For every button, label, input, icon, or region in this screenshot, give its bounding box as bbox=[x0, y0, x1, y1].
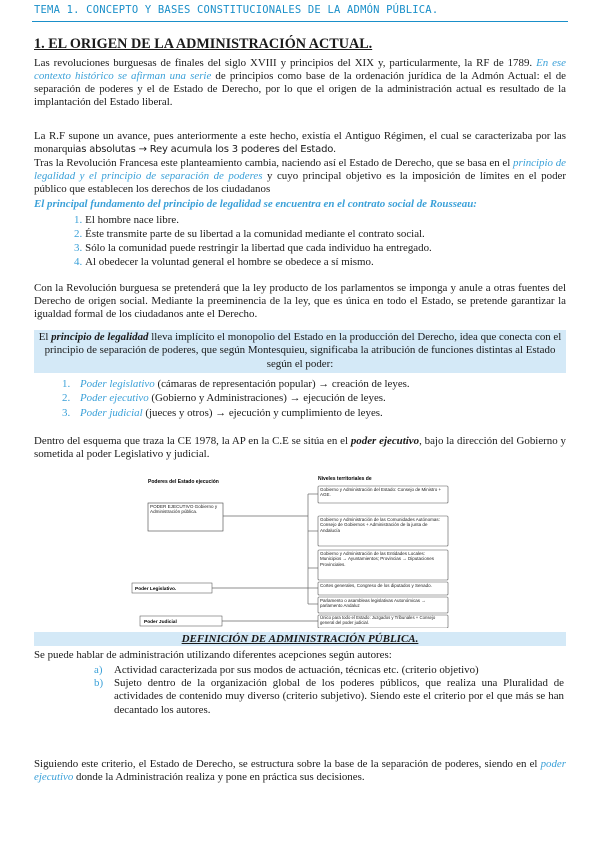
poderes-diagram bbox=[118, 476, 482, 628]
diagram-right-header: Niveles territoriales de bbox=[318, 476, 372, 482]
text: Tras la Revolución Francesa este planteamiento cambia, naciendo así el Estado de Derecho, que se basa en el bbox=[34, 157, 514, 169]
ejecutivo-label: PODER EJECUTIVO Gobierno y Administración pública. bbox=[150, 504, 218, 515]
list-item: a) Actividad caracterizada por sus modos de actuación, técnicas etc. (criterio objetivo) bbox=[94, 664, 479, 676]
paragraph-ce-1978: Dentro del esquema que traza la CE 1978, la AP en la C.E se sitúa en el poder ejecutivo, bajo la dirección del Gobierno y sometida al poder Legislativo y judicial. bbox=[34, 435, 566, 461]
chapter-header: TEMA 1. CONCEPTO Y BASES CONSTITUCIONALES DE LA ADMÓN PÚBLICA. bbox=[34, 4, 439, 16]
handwritten-note: ias absolutas → Rey acumula los 3 poderes del Estado. bbox=[72, 144, 336, 156]
highlight-text: principio de legalidad y el principio de separación de poderes bbox=[34, 157, 566, 183]
paragraph-estado-derecho bbox=[34, 157, 566, 196]
diagram-box: Cortes generales, Congreso de los diputados y Senado. bbox=[320, 583, 432, 588]
text: La R.F supone un avance, pues anteriormente a este hecho, existía el Antiguo Régimen, el cual se caracterizaba por las monarqu bbox=[34, 130, 566, 156]
paragraph-rf bbox=[34, 130, 566, 156]
diagram-box: Único para todo el Estado: Juzgados y Tribunales + Consejo general del poder judicial. bbox=[320, 615, 436, 625]
section-title-origen: 1. EL ORIGEN DE LA ADMINISTRACIÓN ACTUAL. bbox=[34, 36, 373, 52]
header-rule bbox=[32, 21, 568, 22]
list-item: 2. Poder ejecutivo (Gobierno y Administraciones) → ejecución de leyes. bbox=[62, 392, 386, 405]
diagram-connectors bbox=[212, 494, 318, 621]
rousseau-list bbox=[74, 213, 554, 269]
paragraph-criterio: Siguiendo este criterio, el Estado de Derecho, se estructura sobre la base de la separación de poderes, siendo en el poder ejecutivo donde la Administración realiza y pone en práctica sus decisiones. bbox=[34, 758, 566, 784]
text: de principios como base de la ordenación jurídica de la Admón Actual: el de separación de poderes y el de Estado de Derecho, por lo que el origen de la administración actual es resultado de la implantación del Estado liberal. bbox=[34, 70, 566, 109]
highlight-text: En ese contexto histórico se afirman una serie bbox=[34, 57, 566, 83]
judicial-label: Poder Judicial bbox=[144, 620, 177, 625]
section-title-definicion: DEFINICIÓN DE ADMINISTRACIÓN PÚBLICA. bbox=[34, 632, 566, 646]
emphasis-text: poder ejecutivo bbox=[350, 435, 420, 447]
paragraph-revolucion-burguesa: Con la Revolución burguesa se pretenderá que la ley producto de los parlamentos se imponga y anule a otras fuentes del Derecho de origen social. Mediante la preeminencia de la ley, que es única en todo el Estado, se pretende garantizar la igualdad formal de los ciudadanos ante el Derecho. bbox=[34, 282, 566, 321]
paragraph-acepciones: Se puede hablar de administración utilizando diferentes acepciones según autores: bbox=[34, 649, 392, 661]
list-item: 3. Sólo la comunidad puede restringir la libertad que cada individuo ha entregado. bbox=[74, 242, 432, 254]
highlight-text: principio de legalidad bbox=[51, 331, 149, 343]
diagram-left-header: Poderes del Estado ejecución bbox=[148, 479, 219, 485]
list-item: 4. Al obedecer la voluntad general el hombre se obedece a sí mismo. bbox=[74, 256, 374, 268]
list-item: 3. Poder judicial (jueces y otros) → ejecución y cumplimiento de leyes. bbox=[62, 406, 383, 419]
list-item: b) Sujeto dentro de la organización global de los poderes públicos, que realiza una Pluralidad de actividades de contenido muy diverso (criterio subjetivo). Siendo este el criterio por el que más se han decantado los autores. bbox=[94, 677, 564, 716]
diagram-box: Gobierno y Administración del Estado: Consejo de Ministro + AGE. bbox=[320, 487, 442, 498]
poderes-list bbox=[62, 377, 410, 420]
diagram-box: Parlamento o asambleas legislativas Autonómicas → parlamento Andaluz bbox=[320, 598, 426, 609]
list-item: 1. El hombre nace libre. bbox=[74, 214, 179, 226]
highlight-text: poder ejecutivo bbox=[34, 758, 566, 784]
paragraph-revoluciones bbox=[34, 57, 566, 109]
list-item: 2. Éste transmite parte de su libertad a la comunidad mediante el contrato social. bbox=[74, 228, 425, 240]
paragraph-rousseau: El principal fundamento del principio de legalidad se encuentra en el contrato social de Rousseau: bbox=[34, 198, 477, 210]
diagram-box: Gobierno y Administración de las Comunidades Autónomas: Consejo de Gobiernos + Administración de la junta de Andalucía bbox=[320, 517, 440, 533]
text: y cuyo principal objetivo es la imposición de límites en el poder público que establecen los derechos de los ciudadanos bbox=[34, 170, 566, 196]
legalidad-box: El principio de legalidad lleva implícito el monopolio del Estado en la producción del Derecho, idea que conecta con el principio de separación de poderes, que según Montesquieu, significaba la atribución de funciones distintas al Estado según el poder: bbox=[34, 330, 566, 373]
acepciones-list bbox=[94, 664, 564, 717]
right-boxes bbox=[318, 486, 448, 628]
list-item: 1. Poder legislativo (cámaras de representación popular) → creación de leyes. bbox=[62, 378, 410, 390]
diagram-box: Gobierno y Administración de las Entidades Locales: Municipios → Ayuntamientos; Provincias → Diputaciones Provinciales. bbox=[320, 551, 434, 567]
legislativo-label: Poder Legislativo. bbox=[135, 587, 177, 592]
text: Las revoluciones burguesas de finales del siglo XVIII y principios del XIX y, particularmente, la RF de 1789. bbox=[34, 57, 537, 69]
